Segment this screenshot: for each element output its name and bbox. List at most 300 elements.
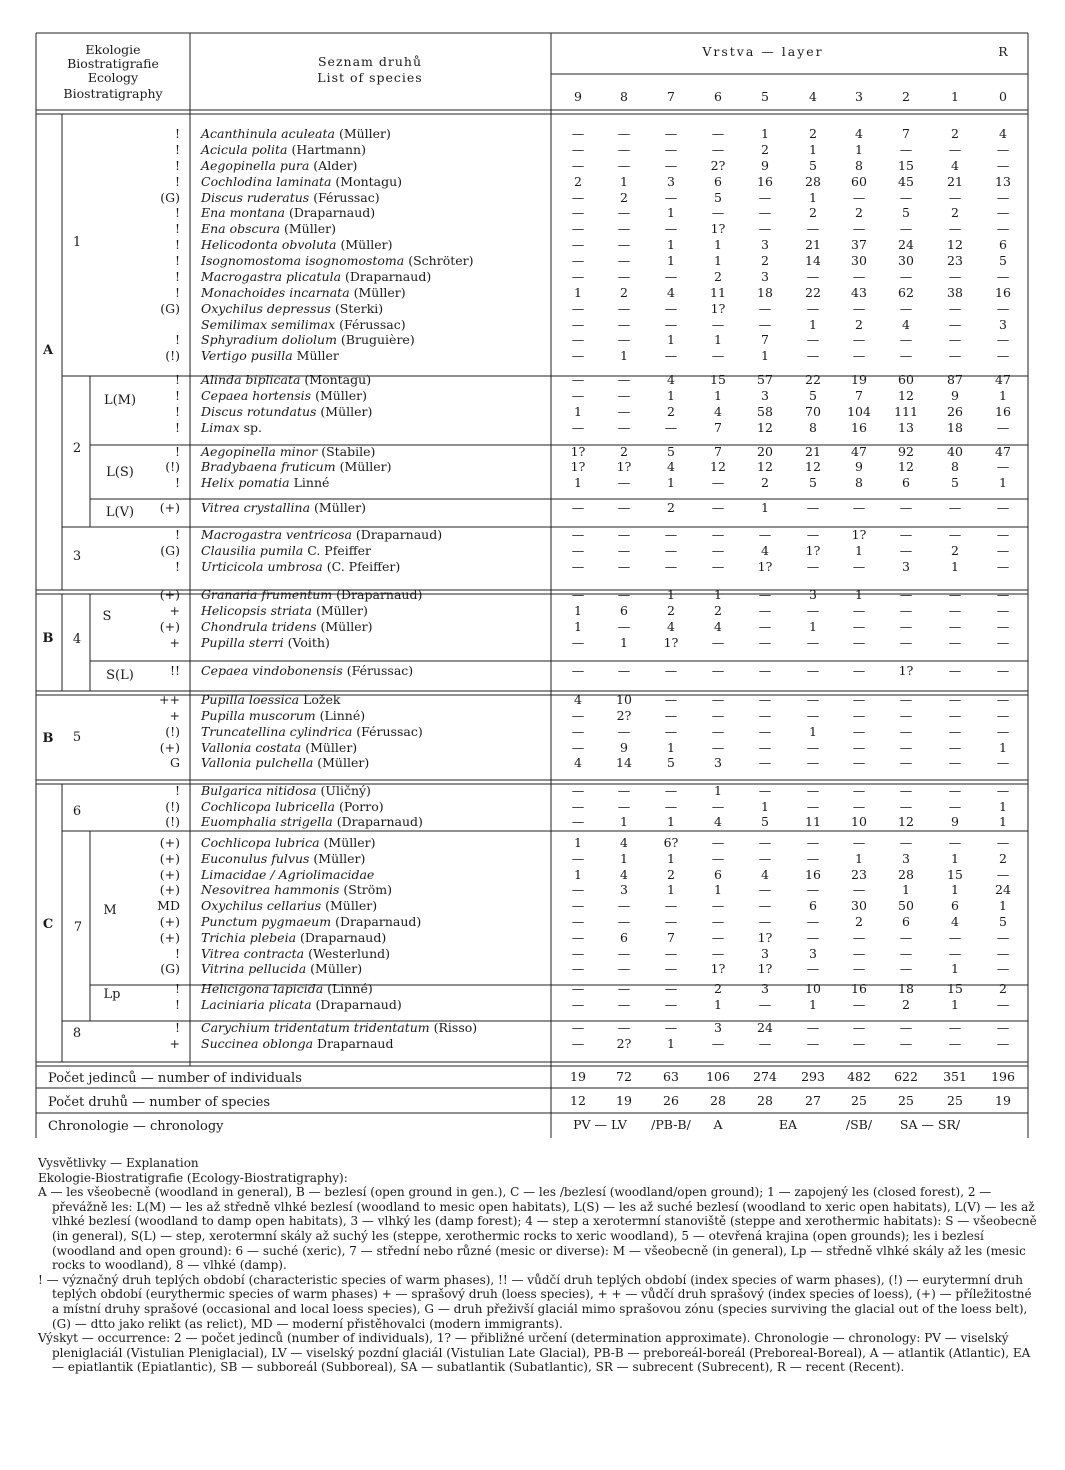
occurrence-value: 5	[951, 475, 959, 490]
occurrence-value: —	[711, 724, 725, 739]
occurrence-value: —	[899, 500, 913, 515]
occurrence-value: —	[996, 420, 1010, 435]
occurrence-value: 2	[999, 851, 1007, 866]
occurrence-value: —	[571, 724, 585, 739]
occurrence-value: 2	[761, 253, 769, 268]
occurrence-value: 1	[714, 587, 722, 602]
occurrence-value: —	[758, 783, 772, 798]
individuals-count: 274	[753, 1069, 777, 1084]
occurrence-value: 1	[620, 851, 628, 866]
occurrence-value: —	[852, 301, 866, 316]
table-row	[165, 348, 1009, 363]
occurrence-value: —	[996, 269, 1010, 284]
occurrence-value: 16	[995, 285, 1011, 300]
individuals-label: Počet jedinců — number of individuals	[48, 1071, 302, 1086]
occurrence-value: —	[948, 708, 962, 723]
occurrence-value: —	[806, 882, 820, 897]
occurrence-value: 1	[809, 317, 817, 332]
occurrence-value: 4	[761, 543, 769, 558]
occurrence-value: 4	[951, 158, 959, 173]
occurrence-value: —	[617, 724, 631, 739]
occurrence-value: —	[948, 755, 962, 770]
species-name: Bulgarica nitidosa (Uličný)	[201, 783, 371, 798]
ecology-mark: !	[174, 404, 180, 419]
occurrence-value: —	[948, 1036, 962, 1051]
ecology-mark: (G)	[160, 543, 180, 558]
occurrence-value: 3	[667, 174, 675, 189]
ecology-mark: +	[169, 635, 180, 650]
occurrence-value: 1	[809, 724, 817, 739]
occurrence-value: —	[571, 543, 585, 558]
occurrence-value: 1	[761, 348, 769, 363]
occurrence-value: —	[664, 348, 678, 363]
occurrence-value: —	[571, 253, 585, 268]
occurrence-value: 15	[947, 981, 963, 996]
occurrence-value: 10	[616, 692, 632, 707]
occurrence-value: —	[852, 190, 866, 205]
species-name: Euomphalia strigella (Draparnaud)	[201, 814, 423, 829]
occurrence-value: —	[571, 500, 585, 515]
occurrence-value: 60	[898, 372, 914, 387]
table-row	[175, 527, 1009, 542]
occurrence-value: 2?	[616, 1036, 632, 1051]
ecology-mark: !	[174, 237, 180, 252]
occurrence-value: —	[806, 961, 820, 976]
ecology-mark: +	[169, 1036, 180, 1051]
occurrence-value: —	[711, 317, 725, 332]
occurrence-value: —	[571, 851, 585, 866]
occurrence-value: —	[617, 946, 631, 961]
legend-title: Vysvětlivky — Explanation	[38, 1156, 199, 1170]
occurrence-value: 2	[714, 269, 722, 284]
layer-col-header: 9	[574, 89, 582, 104]
occurrence-value: 24	[995, 882, 1011, 897]
species-name: Helicodonta obvoluta (Müller)	[201, 237, 393, 252]
occurrence-value: 14	[616, 755, 632, 770]
occurrence-value: —	[948, 317, 962, 332]
occurrence-value: 4	[667, 285, 675, 300]
occurrence-value: 2	[902, 997, 910, 1012]
occurrence-value: —	[948, 1020, 962, 1035]
species-name: Clausilia pumila C. Pfeiffer	[201, 543, 371, 558]
species-name: Ena obscura (Müller)	[201, 221, 336, 236]
occurrence-value: —	[852, 348, 866, 363]
occurrence-value: —	[758, 603, 772, 618]
occurrence-value: —	[899, 755, 913, 770]
subgroup-code: 1	[72, 235, 82, 250]
occurrence-value: 1	[761, 500, 769, 515]
occurrence-value: —	[617, 587, 631, 602]
ecology-mark: (+)	[159, 851, 180, 866]
ecology-mark: (+)	[159, 914, 180, 929]
occurrence-value: —	[711, 692, 725, 707]
occurrence-value: 111	[894, 404, 918, 419]
species-count: 26	[663, 1093, 679, 1108]
occurrence-value: 7	[761, 332, 769, 347]
occurrence-value: —	[664, 269, 678, 284]
occurrence-value: 2	[714, 603, 722, 618]
occurrence-value: —	[664, 724, 678, 739]
occurrence-value: 1?	[757, 930, 773, 945]
occurrence-value: —	[664, 126, 678, 141]
occurrence-value: —	[571, 961, 585, 976]
ecology-header-line: Ekologie	[85, 42, 141, 57]
table-row	[175, 205, 1009, 220]
occurrence-value: 5	[999, 253, 1007, 268]
occurrence-value: —	[664, 692, 678, 707]
ecology-mark: (G)	[160, 301, 180, 316]
occurrence-value: —	[617, 332, 631, 347]
legend-ecology-text: A — les všeobecně (woodland in general), B — bezlesí (open ground in gen.), C — les /bezlesí (woodland/open ground); 1 — zapojený les (closed forest), 2 — převážně les: L(M) — les až středně vlhké bezlesí (woodland to mesic open habitats), L(S) — les až suché bezlesí (woodland to xeric open habitats), L(V) — les až vlhké bezlesí (woodland to damp open habitats), 3 — vlhký les (damp forest); 4 — step a xerotermní stanoviště (steppe and xerothermic habitats): S — všeobecně (in general), S(L) — step, xerotermní skály až suchý les (steppe, xerothermic rocks to xeric woodland), 5 — otevřená krajina (open grounds); les i bezlesí (woodland and open ground): 6 — suché (xeric), 7 — střední nebo různé (mesic or diverse): M — všeobecně (in general), Lp — středně vlhké skály až les (mesic rocks to woodland), 8 — vlhké (damp).	[38, 1185, 1037, 1273]
habitat-code: L(M)	[103, 393, 137, 408]
occurrence-value: —	[996, 500, 1010, 515]
occurrence-value: 7	[902, 126, 910, 141]
ecology-mark: !	[174, 253, 180, 268]
occurrence-value: —	[711, 500, 725, 515]
occurrence-value: 1?	[898, 663, 914, 678]
occurrence-value: 2	[951, 126, 959, 141]
layer-col-header: 6	[714, 89, 722, 104]
table-row	[175, 946, 1009, 961]
occurrence-value: —	[664, 543, 678, 558]
individuals-count: 293	[801, 1069, 825, 1084]
species-name: Limax sp.	[201, 420, 263, 435]
occurrence-value: —	[852, 635, 866, 650]
occurrence-value: 62	[898, 285, 914, 300]
occurrence-value: 1?	[570, 444, 586, 459]
occurrence-value: 1	[667, 253, 675, 268]
occurrence-value: 4	[714, 814, 722, 829]
occurrence-value: —	[711, 1036, 725, 1051]
occurrence-value: —	[852, 946, 866, 961]
occurrence-value: 1?	[663, 635, 679, 650]
occurrence-value: 2	[620, 444, 628, 459]
layer-col-header: 8	[620, 89, 628, 104]
occurrence-value: 12	[898, 388, 914, 403]
occurrence-value: —	[758, 692, 772, 707]
occurrence-value: 28	[805, 174, 821, 189]
ecology-mark: (G)	[160, 961, 180, 976]
occurrence-value: —	[806, 783, 820, 798]
occurrence-value: 45	[898, 174, 914, 189]
occurrence-value: 6	[620, 930, 628, 945]
occurrence-value: —	[996, 961, 1010, 976]
occurrence-value: —	[571, 783, 585, 798]
occurrence-value: —	[571, 269, 585, 284]
occurrence-value: 1	[999, 898, 1007, 913]
occurrence-value: —	[664, 559, 678, 574]
species-count: 28	[710, 1093, 726, 1108]
ecology-mark: MD	[157, 898, 180, 913]
species-name: Acanthinula aculeata (Müller)	[201, 126, 391, 141]
layer-col-header: 1	[951, 89, 959, 104]
occurrence-value: —	[617, 388, 631, 403]
species-name: Macrogastra plicatula (Draparnaud)	[201, 269, 432, 284]
occurrence-value: 6	[902, 914, 910, 929]
ecology-mark: !	[174, 981, 180, 996]
occurrence-value: 70	[805, 404, 821, 419]
ecology-header-line: Biostratigraphy	[63, 86, 163, 101]
occurrence-value: 1	[999, 814, 1007, 829]
occurrence-value: 28	[898, 867, 914, 882]
occurrence-value: —	[852, 961, 866, 976]
occurrence-value: 13	[898, 420, 914, 435]
occurrence-value: 5	[667, 755, 675, 770]
table-row	[175, 126, 1007, 141]
occurrence-value: 11	[710, 285, 726, 300]
species-name: Vertigo pusilla Müller	[201, 348, 339, 363]
occurrence-value: —	[617, 420, 631, 435]
occurrence-value: —	[571, 372, 585, 387]
occurrence-value: —	[996, 930, 1010, 945]
species-name: Acicula polita (Hartmann)	[201, 142, 366, 157]
occurrence-value: —	[852, 663, 866, 678]
species-name: Limacidae / Agriolimacidae	[201, 867, 375, 882]
occurrence-value: —	[711, 914, 725, 929]
table-row	[175, 269, 1009, 284]
occurrence-value: 1	[620, 814, 628, 829]
occurrence-value: —	[664, 961, 678, 976]
occurrence-value: —	[806, 635, 820, 650]
occurrence-value: —	[996, 867, 1010, 882]
occurrence-value: —	[664, 663, 678, 678]
occurrence-value: 7	[714, 444, 722, 459]
table-row	[160, 835, 1009, 850]
occurrence-value: —	[948, 619, 962, 634]
occurrence-value: 3	[809, 946, 817, 961]
subgroup-code: 6	[72, 804, 82, 819]
individuals-count: 72	[616, 1069, 632, 1084]
occurrence-value: —	[996, 724, 1010, 739]
occurrence-value: 2	[714, 981, 722, 996]
occurrence-value: 2	[855, 317, 863, 332]
occurrence-value: 6?	[663, 835, 679, 850]
group-code: C	[42, 917, 54, 932]
occurrence-value: —	[571, 814, 585, 829]
occurrence-value: 3	[761, 388, 769, 403]
occurrence-value: 22	[805, 285, 821, 300]
occurrence-value: —	[899, 783, 913, 798]
occurrence-value: 1?	[757, 961, 773, 976]
occurrence-value: —	[806, 755, 820, 770]
occurrence-value: —	[806, 348, 820, 363]
occurrence-value: —	[899, 799, 913, 814]
occurrence-value: —	[617, 142, 631, 157]
occurrence-value: 4	[667, 619, 675, 634]
occurrence-value: 15	[947, 867, 963, 882]
occurrence-value: —	[617, 317, 631, 332]
ecology-mark: !	[174, 126, 180, 141]
occurrence-value: —	[996, 663, 1010, 678]
occurrence-value: —	[806, 500, 820, 515]
occurrence-value: 1	[574, 835, 582, 850]
ecology-mark: !	[174, 783, 180, 798]
species-name: Isognomostoma isognomostoma (Schröter)	[201, 253, 474, 268]
group-code: B	[42, 731, 54, 746]
occurrence-value: —	[617, 783, 631, 798]
occurrence-value: 1	[714, 388, 722, 403]
species-name: Ena montana (Draparnaud)	[201, 205, 376, 220]
species-name: Discus ruderatus (Férussac)	[201, 190, 380, 205]
occurrence-value: —	[948, 635, 962, 650]
occurrence-value: —	[571, 332, 585, 347]
species-name: Helicigona lapicida (Linné)	[201, 981, 373, 996]
occurrence-value: 1	[951, 997, 959, 1012]
occurrence-value: —	[664, 997, 678, 1012]
occurrence-value: —	[806, 332, 820, 347]
table-row	[175, 221, 1009, 236]
occurrence-value: 12	[805, 459, 821, 474]
occurrence-value: —	[664, 1020, 678, 1035]
occurrence-value: —	[948, 835, 962, 850]
occurrence-value: —	[711, 543, 725, 558]
occurrence-value: 92	[898, 444, 914, 459]
occurrence-value: 57	[757, 372, 773, 387]
individuals-count: 106	[706, 1069, 730, 1084]
occurrence-value: —	[899, 635, 913, 650]
occurrence-value: 16	[757, 174, 773, 189]
occurrence-value: —	[571, 981, 585, 996]
occurrence-value: 2	[667, 500, 675, 515]
occurrence-value: —	[711, 126, 725, 141]
occurrence-value: —	[852, 1036, 866, 1051]
ecology-mark: !	[174, 559, 180, 574]
occurrence-value: —	[571, 317, 585, 332]
occurrence-value: 1	[714, 332, 722, 347]
occurrence-value: 1	[951, 851, 959, 866]
occurrence-value: 1	[809, 142, 817, 157]
occurrence-value: —	[852, 724, 866, 739]
occurrence-value: 2	[667, 404, 675, 419]
occurrence-value: 47	[851, 444, 867, 459]
occurrence-value: 1	[855, 543, 863, 558]
species-name: Bradybaena fruticum (Müller)	[201, 459, 392, 474]
occurrence-value: —	[571, 663, 585, 678]
ecology-mark: (!)	[165, 814, 180, 829]
occurrence-value: —	[617, 221, 631, 236]
occurrence-value: —	[617, 997, 631, 1012]
species-name: Granaria frumentum (Draparnaud)	[201, 587, 423, 602]
occurrence-value: —	[852, 799, 866, 814]
table-row	[175, 997, 1009, 1012]
occurrence-value: —	[711, 851, 725, 866]
occurrence-value: 2	[951, 543, 959, 558]
occurrence-value: —	[806, 301, 820, 316]
occurrence-value: —	[852, 755, 866, 770]
occurrence-value: —	[852, 500, 866, 515]
layer-col-header: 0	[999, 89, 1007, 104]
occurrence-value: —	[571, 882, 585, 897]
species-header-line: List of species	[317, 70, 423, 85]
species-name: Alinda biplicata (Montagu)	[201, 372, 372, 387]
occurrence-value: —	[806, 692, 820, 707]
occurrence-value: —	[996, 142, 1010, 157]
group-code: A	[42, 343, 54, 358]
ecology-mark: (!)	[165, 724, 180, 739]
individuals-count: 196	[991, 1069, 1015, 1084]
species-name: Vitrea crystallina (Müller)	[201, 500, 367, 515]
occurrence-value: —	[617, 1020, 631, 1035]
occurrence-value: 4	[667, 459, 675, 474]
occurrence-value: 1	[714, 882, 722, 897]
species-name: Pupilla muscorum (Linné)	[201, 708, 366, 723]
occurrence-value: —	[948, 527, 962, 542]
individuals-count: 622	[894, 1069, 918, 1084]
occurrence-value: —	[758, 190, 772, 205]
occurrence-value: 1	[951, 961, 959, 976]
occurrence-value: 18	[947, 420, 963, 435]
occurrence-value: 5	[809, 475, 817, 490]
occurrence-value: 1	[667, 882, 675, 897]
occurrence-value: —	[899, 961, 913, 976]
ecology-mark: (G)	[160, 190, 180, 205]
occurrence-value: —	[948, 269, 962, 284]
table-row	[159, 692, 1009, 707]
occurrence-value: —	[758, 587, 772, 602]
table-row	[160, 543, 1009, 558]
occurrence-value: —	[899, 708, 913, 723]
occurrence-value: —	[948, 603, 962, 618]
ecology-mark: (+)	[159, 619, 180, 634]
table-row	[175, 559, 1009, 574]
ecology-mark: G	[170, 755, 180, 770]
occurrence-value: —	[571, 740, 585, 755]
ecology-mark: (+)	[159, 740, 180, 755]
occurrence-value: —	[852, 930, 866, 945]
occurrence-value: 4	[620, 835, 628, 850]
occurrence-value: —	[664, 420, 678, 435]
occurrence-value: 1	[620, 635, 628, 650]
occurrence-value: 1	[667, 205, 675, 220]
occurrence-value: —	[571, 946, 585, 961]
chronology-period: SA — SR/	[899, 1117, 961, 1132]
recent-header: R	[998, 44, 1008, 59]
occurrence-value: —	[996, 205, 1010, 220]
occurrence-value: 6	[620, 603, 628, 618]
subgroup-code: 7	[73, 920, 83, 935]
occurrence-value: —	[758, 740, 772, 755]
occurrence-value: 24	[757, 1020, 773, 1035]
occurrence-value: —	[758, 755, 772, 770]
species-name: Trichia plebeia (Draparnaud)	[201, 930, 387, 945]
occurrence-value: —	[664, 142, 678, 157]
occurrence-value: —	[758, 301, 772, 316]
occurrence-value: 4	[855, 126, 863, 141]
ecology-mark: (+)	[159, 587, 180, 602]
occurrence-value: 1	[999, 740, 1007, 755]
occurrence-value: —	[617, 205, 631, 220]
table-row	[160, 882, 1011, 897]
occurrence-value: —	[899, 724, 913, 739]
occurrence-value: —	[852, 619, 866, 634]
ecology-mark: (!)	[165, 459, 180, 474]
occurrence-value: 1	[855, 587, 863, 602]
layer-col-header: 3	[855, 89, 863, 104]
occurrence-value: —	[996, 1036, 1010, 1051]
occurrence-value: 1	[902, 882, 910, 897]
occurrence-value: —	[758, 708, 772, 723]
individuals-count: 482	[847, 1069, 871, 1084]
occurrence-value: —	[948, 348, 962, 363]
occurrence-value: —	[996, 783, 1010, 798]
occurrence-value: —	[571, 205, 585, 220]
occurrence-value: 4	[667, 372, 675, 387]
occurrence-value: 87	[947, 372, 963, 387]
species-name: Cepaea vindobonensis (Férussac)	[201, 663, 414, 678]
table-row	[175, 388, 1007, 403]
occurrence-value: 4	[951, 914, 959, 929]
occurrence-value: —	[711, 708, 725, 723]
